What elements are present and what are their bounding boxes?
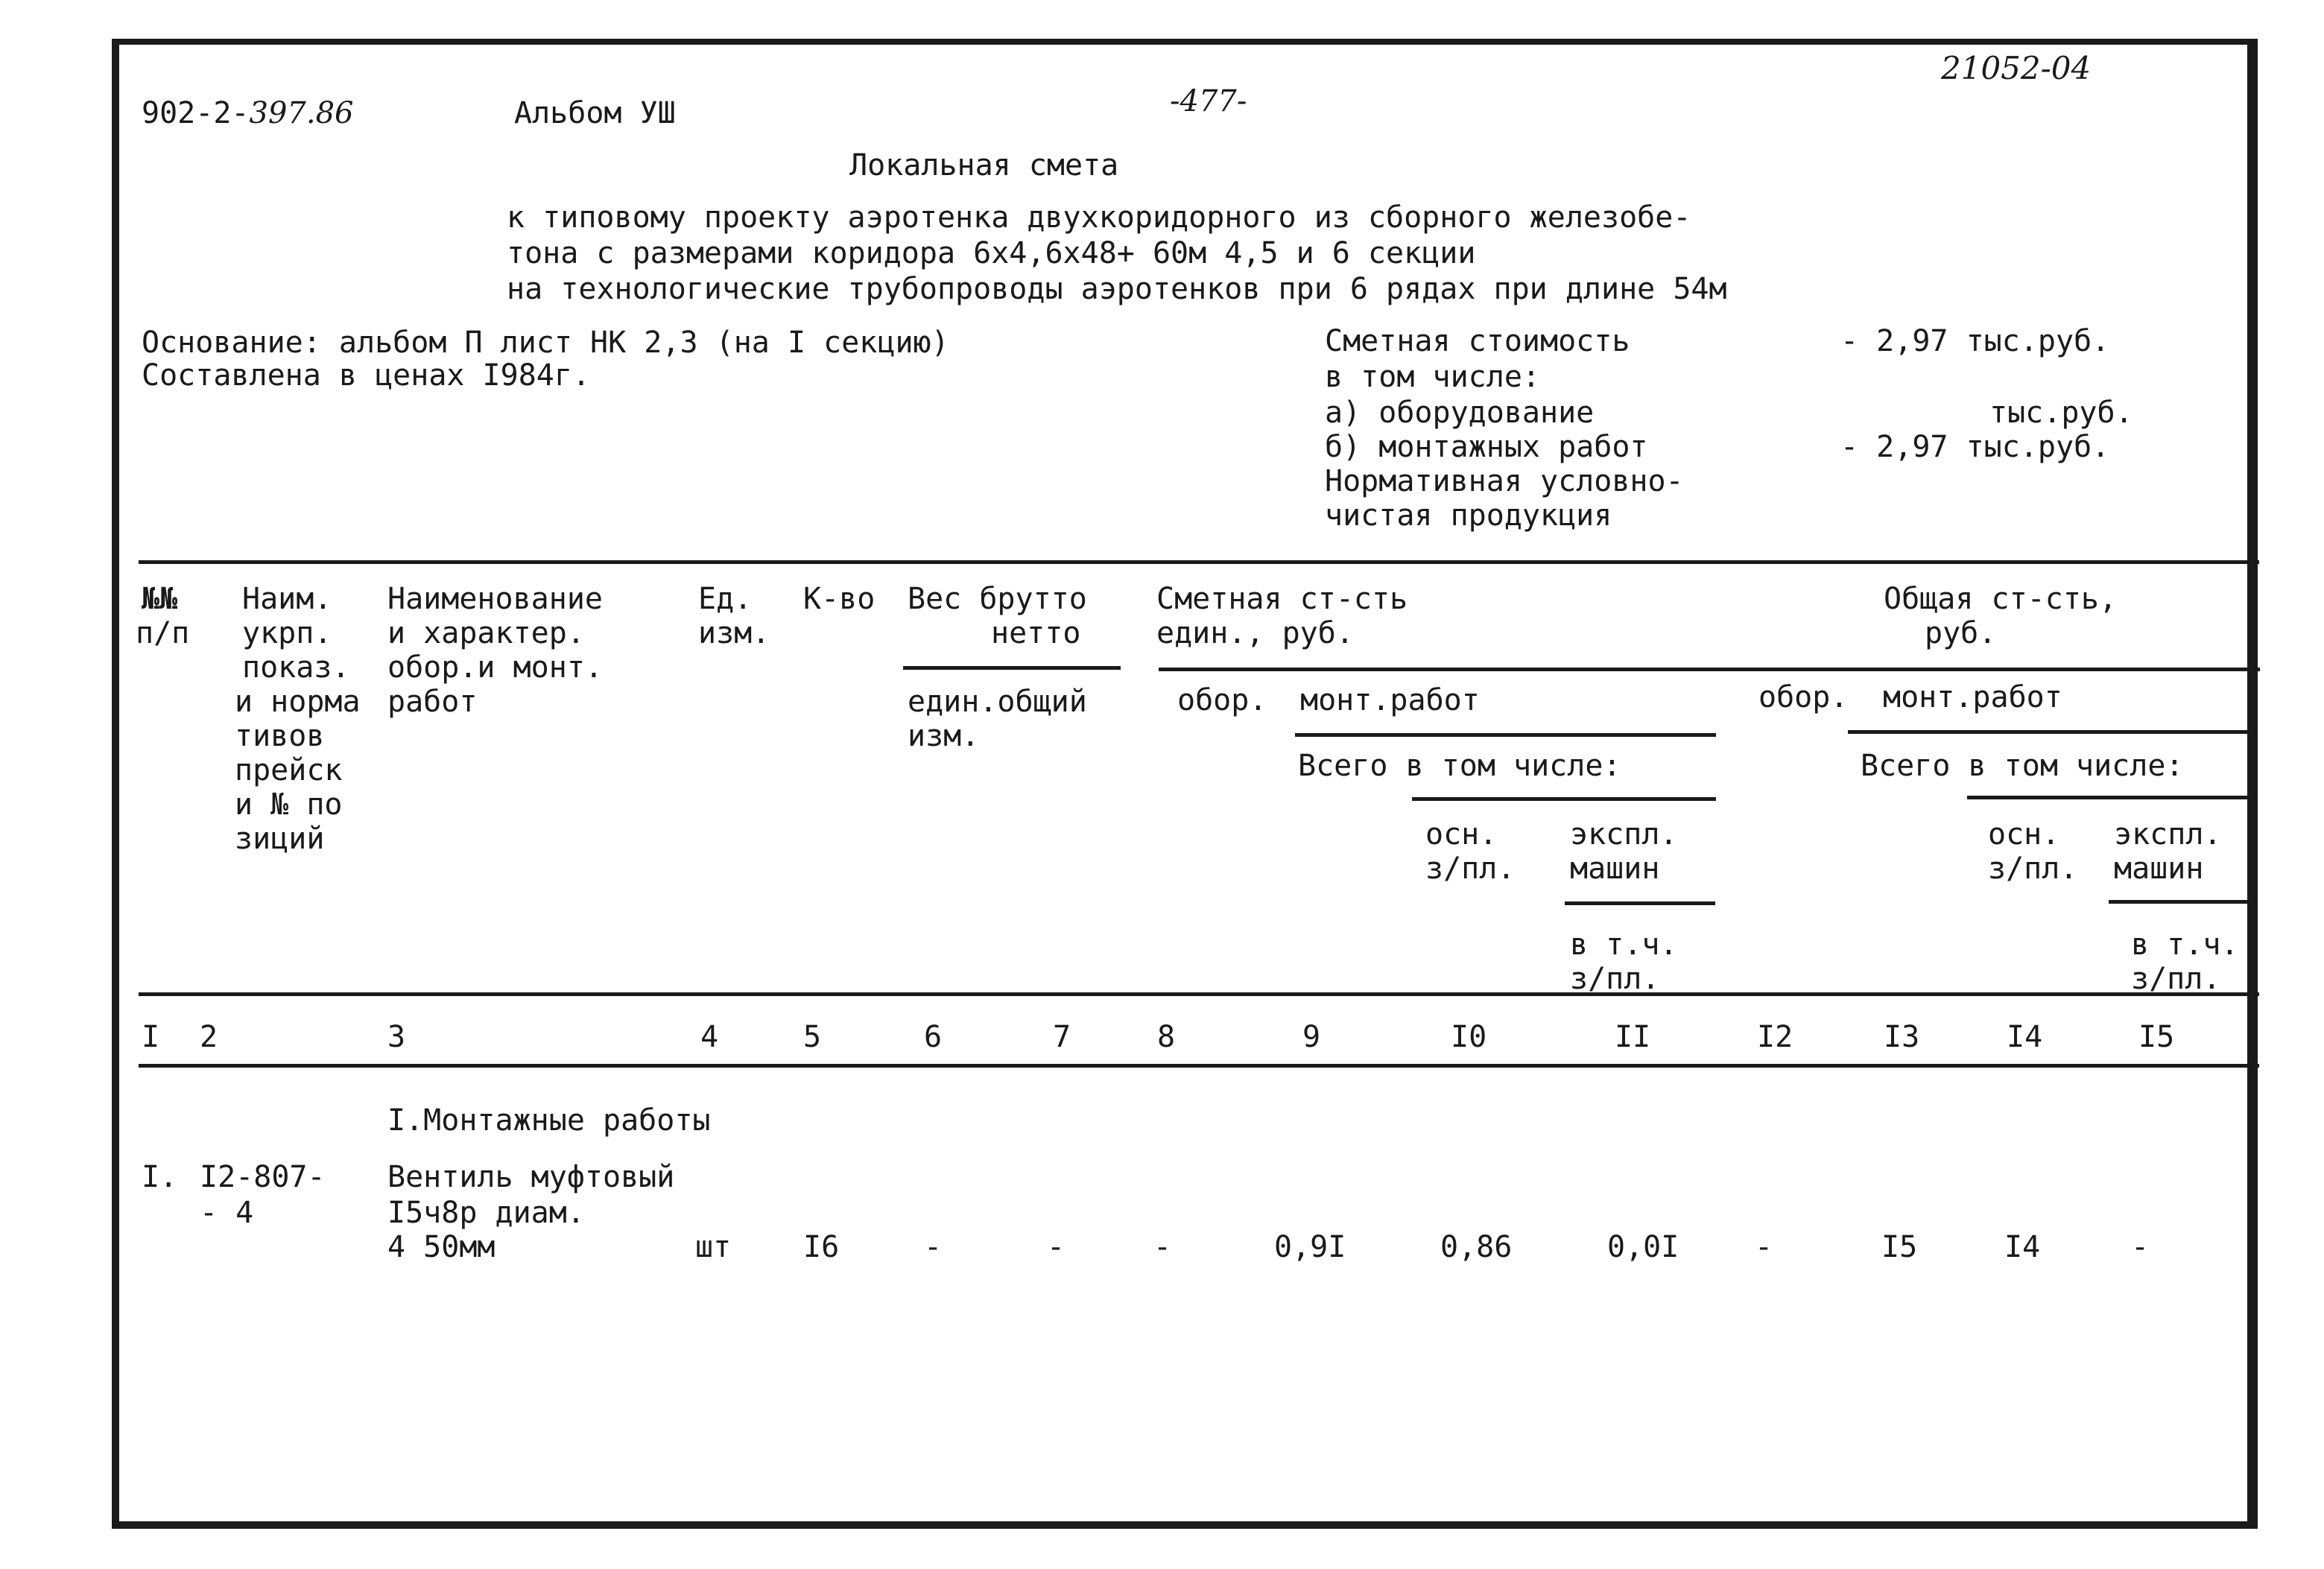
hdr-c2-line3: показ. <box>242 650 350 685</box>
hdr-c2-line2: укрп. <box>242 616 332 650</box>
row-code-line1: I2-807- <box>200 1160 326 1194</box>
hdr-c3-line2: и характер. <box>387 616 585 650</box>
summary-value-3: - 2,97 тыс.руб. <box>1840 430 2110 464</box>
hdr-total-vsego: Всего в том числе: <box>1861 749 2184 783</box>
hdr-smet-line2: един., руб. <box>1156 616 1354 650</box>
row-unit: шт <box>695 1230 732 1264</box>
colnum-5: 5 <box>803 1020 822 1054</box>
colnum-14: I4 <box>2007 1020 2043 1054</box>
colnum-10: I0 <box>1451 1020 1487 1054</box>
hdr-c4-line2: изм. <box>698 616 770 650</box>
row-c12: - <box>1755 1230 1773 1264</box>
subject-line-3: на технологические трубопроводы аэротенков при 6 рядах при длине 54м <box>507 272 1727 306</box>
hdr-smet-vtch-line2: з/пл. <box>1570 962 1660 996</box>
row-code-line2: - 4 <box>200 1196 254 1230</box>
hdr-total-vtch-line1: в т.ч. <box>2131 928 2239 962</box>
row-c15: - <box>2131 1230 2150 1264</box>
summary-label-0: Сметная стоимость <box>1325 324 1630 358</box>
hdr-total-vsego-rule <box>1967 796 2258 799</box>
summary-label-1: в том числе: <box>1325 360 1540 394</box>
hdr-total-mont-rule <box>1848 730 2258 734</box>
colnum-13: I3 <box>1884 1020 1920 1054</box>
colnum-11: II <box>1615 1020 1651 1054</box>
column-numbers-bottom-rule <box>139 1064 2259 1068</box>
hdr-c3-line4: работ <box>387 685 478 719</box>
hdr-smet-line1: Сметная ст-сть <box>1156 582 1408 616</box>
colnum-7: 7 <box>1053 1020 1071 1054</box>
summary-label-5: чистая продукция <box>1325 498 1612 533</box>
hdr-total-osn-line2: з/пл. <box>1988 852 2078 886</box>
hdr-c2-line4: и норма <box>235 685 361 719</box>
doc-code <box>142 95 353 131</box>
hdr-c2-line8: зиций <box>235 822 325 856</box>
hdr-c2-line1: Наим. <box>242 582 332 616</box>
row-qty: I6 <box>803 1230 840 1264</box>
summary-value-2: тыс.руб. <box>1989 396 2133 430</box>
hdr-total-line1: Общая ст-сть, <box>1884 582 2118 616</box>
table-top-rule <box>139 560 2259 564</box>
hdr-smet-ekspl-line1: экспл. <box>1570 817 1678 852</box>
hdr-total-ekspl-line1: экспл. <box>2114 817 2222 852</box>
hdr-total-ekspl-line2: машин <box>2114 852 2204 886</box>
album-label: Альбом УШ <box>514 96 676 130</box>
hdr-smet-ekspl-line2: машин <box>1570 852 1660 886</box>
hdr-smet-mont-rule <box>1295 733 1716 737</box>
subject-line-2: тона с размерами коридора 6х4,6х48+ 60м 4,5 и 6 секции <box>507 236 1476 270</box>
summary-label-3: б) монтажных работ <box>1325 430 1648 464</box>
hdr-c67-rule <box>903 666 1121 670</box>
column-numbers-top-rule <box>139 992 2259 996</box>
basis-line-1: Основание: альбом П лист НК 2,3 (на I секцию) <box>142 326 949 360</box>
hdr-c1-line2: п/п <box>136 616 190 650</box>
row-c7: - <box>1047 1230 1066 1264</box>
hdr-smet-osn-line1: осн. <box>1425 817 1498 852</box>
hdr-total-vtch-line2: з/пл. <box>2131 962 2221 996</box>
hdr-c5: К-во <box>803 582 876 616</box>
hdr-c4-line1: Ед. <box>698 582 753 616</box>
page-number: -477- <box>1170 84 1247 118</box>
hdr-smet-vsego-rule <box>1412 797 1716 801</box>
colnum-8: 8 <box>1157 1020 1176 1054</box>
doc-code-printed: 902-2- <box>142 96 250 130</box>
hdr-c2-line6: прейск <box>235 753 343 787</box>
colnum-4: 4 <box>700 1020 719 1054</box>
document-title: Локальная смета <box>849 148 1119 183</box>
hdr-total-obor: обор. <box>1758 680 1849 714</box>
doc-code-handwritten: 397.86 <box>249 96 354 130</box>
hdr-c2-line5: тивов <box>235 719 325 753</box>
section-title: I.Монтажные работы <box>387 1103 711 1138</box>
hdr-c3-line3: обор.и монт. <box>387 650 603 685</box>
summary-value-0: - 2,97 тыс.руб. <box>1840 324 2110 358</box>
summary-label-4: Нормативная условно- <box>1325 464 1684 498</box>
row-c11: 0,0I <box>1607 1230 1679 1264</box>
row-c6: - <box>924 1230 943 1264</box>
row-c13: I5 <box>1881 1230 1918 1264</box>
hdr-total-osn-line1: осн. <box>1988 817 2060 852</box>
hdr-c1-line1: №№ <box>142 582 178 616</box>
colnum-6: 6 <box>924 1020 943 1054</box>
hdr-c3-line1: Наименование <box>387 582 603 616</box>
row-c10: 0,86 <box>1440 1230 1513 1264</box>
row-name-line1: Вентиль муфтовый <box>387 1160 675 1194</box>
row-name-line3: 4 50мм <box>387 1230 495 1264</box>
colnum-9: 9 <box>1302 1020 1321 1054</box>
subject-line-1: к типовому проекту аэротенка двухкоридорного из сборного железобе- <box>507 200 1691 235</box>
hdr-c2-line7: и № по <box>235 787 343 822</box>
row-c14: I4 <box>2004 1230 2041 1264</box>
hdr-smet-mont: монт.работ <box>1300 683 1480 717</box>
row-name-line2: I5ч8р диам. <box>387 1196 585 1230</box>
hdr-total-mont: монт.работ <box>1883 680 2062 714</box>
hdr-total-line2: руб. <box>1925 616 1997 650</box>
hdr-c67-bottom-line1: един.общий <box>908 685 1087 719</box>
hdr-smet-ekspl-rule <box>1565 901 1715 905</box>
hdr-smet-vtch-line1: в т.ч. <box>1570 928 1678 962</box>
colnum-1: I <box>142 1020 160 1054</box>
colnum-15: I5 <box>2138 1020 2175 1054</box>
hdr-total-ekspl-rule <box>2109 900 2258 904</box>
colnum-3: 3 <box>387 1020 406 1054</box>
hdr-smet-osn-line2: з/пл. <box>1425 852 1516 886</box>
sheet-code: 21052-04 <box>1941 50 2092 86</box>
hdr-c67-top-line2: нетто <box>991 616 1081 650</box>
hdr-c67-bottom-line2: изм. <box>908 719 980 753</box>
colnum-12: I2 <box>1757 1020 1793 1054</box>
row-num: I. <box>142 1160 178 1194</box>
basis-line-2: Составлена в ценах I984г. <box>142 358 591 393</box>
row-c9: 0,9I <box>1274 1230 1346 1264</box>
hdr-c67-top-line1: Вес брутто <box>908 582 1087 616</box>
colnum-2: 2 <box>200 1020 218 1054</box>
row-c8: - <box>1153 1230 1172 1264</box>
hdr-smet-obor: обор. <box>1177 683 1267 717</box>
hdr-smet-vsego: Всего в том числе: <box>1298 749 1621 783</box>
summary-label-2: а) оборудование <box>1325 396 1595 430</box>
hdr-cost-rule <box>1159 668 2260 671</box>
